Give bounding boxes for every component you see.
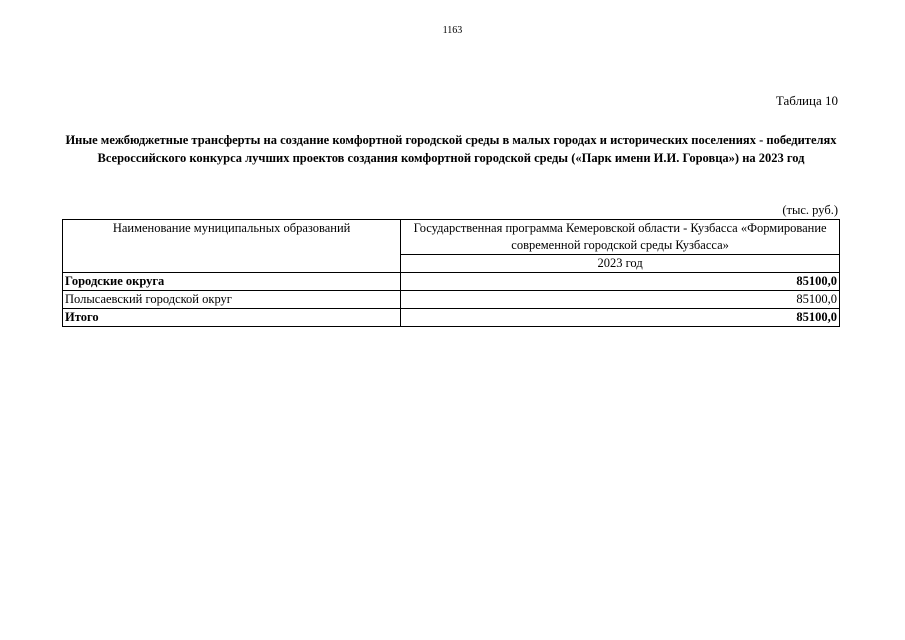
row-value: 85100,0: [401, 291, 840, 309]
table-row: [63, 291, 840, 309]
page-number: 1163: [442, 25, 463, 36]
transfers-table: [62, 219, 840, 327]
row-value: 85100,0: [401, 309, 840, 327]
row-name: Полысаевский городской округ: [63, 291, 401, 309]
table-body: [63, 273, 840, 327]
table-header: [63, 220, 840, 273]
units-note: (тыс. руб.): [782, 203, 838, 217]
header-municipality-name: Наименование муниципальных образований: [63, 220, 401, 273]
row-name: Итого: [63, 309, 401, 327]
table-caption: Таблица 10: [775, 93, 838, 108]
header-program: Государственная программа Кемеровской области - Кузбасса «Формирование современной городской среды Кузбасса»: [401, 220, 840, 255]
row-name: Городские округа: [63, 273, 401, 291]
table-row: [63, 273, 840, 291]
header-year: 2023 год: [401, 255, 840, 273]
row-value: 85100,0: [401, 273, 840, 291]
header-row: [63, 220, 840, 255]
table-row: [63, 309, 840, 327]
document-title: Иные межбюджетные трансферты на создание комфортной городской среды в малых городах и исторических поселениях - победителях Всероссийского конкурса лучших проектов создания комфортной городской среды («Парк имени И.И. Горовца») на 2023 год: [65, 133, 837, 165]
